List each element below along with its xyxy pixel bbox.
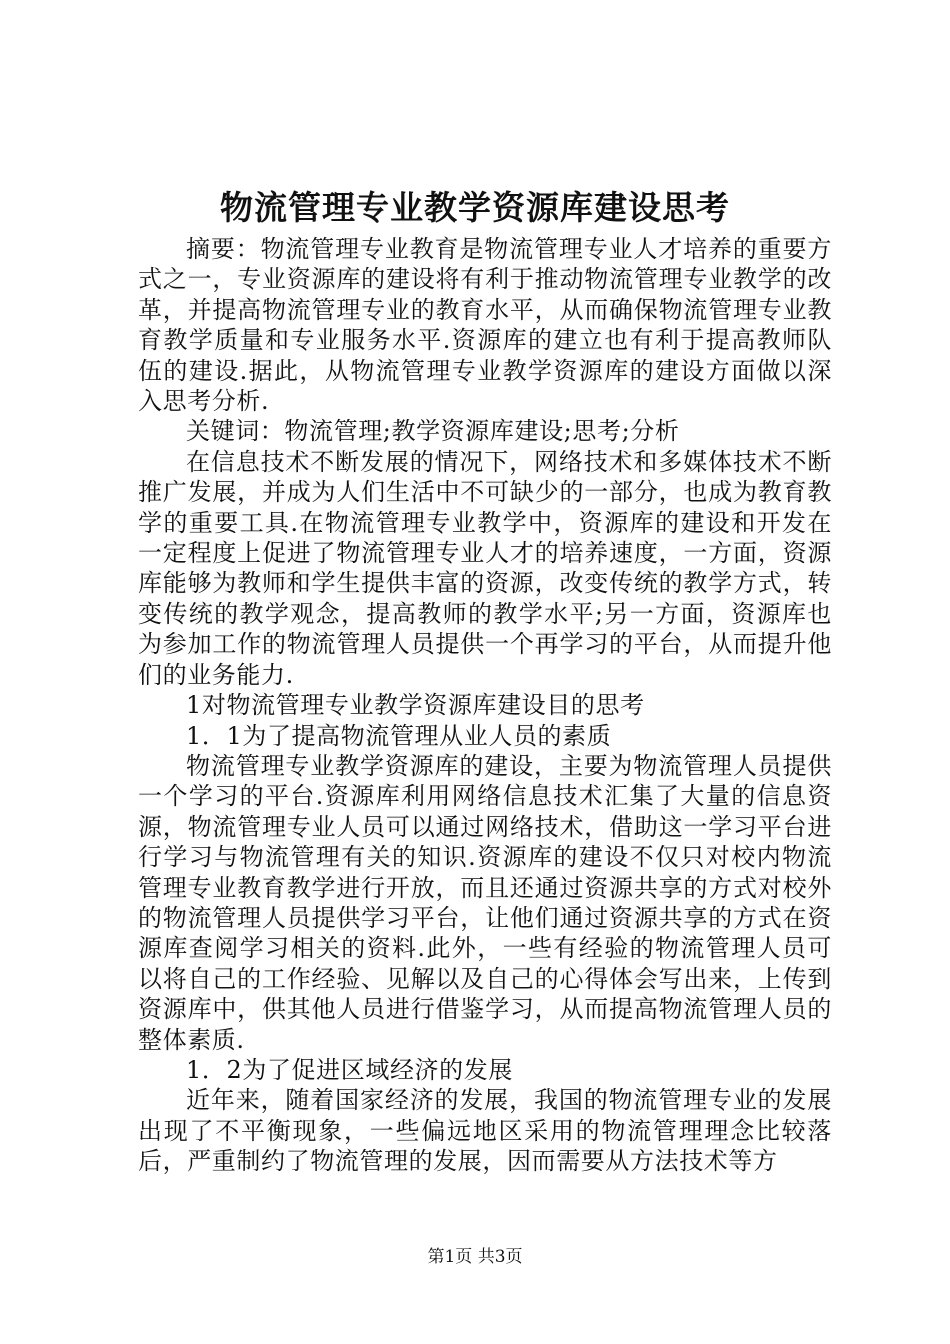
intro-paragraph: 在信息技术不断发展的情况下，网络技术和多媒体技术不断推广发展，并成为人们生活中不可缺少的一部分，也成为教育教学的重要工具.在物流管理专业教学中，资源库的建设和开发在一定程度上促进了物流管理专业人才的培养速度，一方面，资源库能够为教师和学生提供丰富的资源，改变传统的教学方式，转变传统的教学观念，提高教师的教学水平;另一方面，资源库也为参加工作的物流管理人员提供一个再学习的平台，从而提升他们的业务能力. xyxy=(138,447,832,689)
abstract-paragraph: 摘要：物流管理专业教育是物流管理专业人才培养的重要方式之一，专业资源库的建设将有利于推动物流管理专业教学的改革，并提高物流管理专业的教育水平，从而确保物流管理专业教育教学质量和专业服务水平.资源库的建立也有利于提高教师队伍的建设.据此，从物流管理专业教学资源库的建设方面做以深入思考分析. xyxy=(138,235,832,416)
page-footer: 第1页 共3页 xyxy=(427,1247,523,1267)
keywords-paragraph: 关键词：物流管理;教学资源库建设;思考;分析 xyxy=(186,417,680,446)
subsection-heading-1-1: 1．1为了提高物流管理从业人员的素质 xyxy=(186,721,612,750)
subsection-heading-1-2: 1．2为了促进区域经济的发展 xyxy=(186,1055,513,1084)
document-body xyxy=(138,234,832,1177)
document-title: 物流管理专业教学资源库建设思考 xyxy=(220,188,730,227)
section-heading-1: 1对物流管理专业教学资源库建设目的思考 xyxy=(186,691,645,720)
body-paragraph-1-1: 物流管理专业教学资源库的建设，主要为物流管理人员提供一个学习的平台.资源库利用网络信息技术汇集了大量的信息资源，物流管理专业人员可以通过网络技术，借助这一学习平台进行学习与物流管理有关的知识.资源库的建设不仅只对校内物流管理专业教育教学进行开放，而且还通过资源共享的方式对校外的物流管理人员提供学习平台，让他们通过资源共享的方式在资源库查阅学习相关的资料.此外，一些有经验的物流管理人员可以将自己的工作经验、见解以及自己的心得体会写出来，上传到资源库中，供其他人员进行借鉴学习，从而提高物流管理人员的整体素质. xyxy=(138,751,832,1054)
body-paragraph-1-2: 近年来，随着国家经济的发展，我国的物流管理专业的发展出现了不平衡现象，一些偏远地区采用的物流管理理念比较落后，严重制约了物流管理的发展，因而需要从方法技术等方 xyxy=(138,1086,832,1176)
